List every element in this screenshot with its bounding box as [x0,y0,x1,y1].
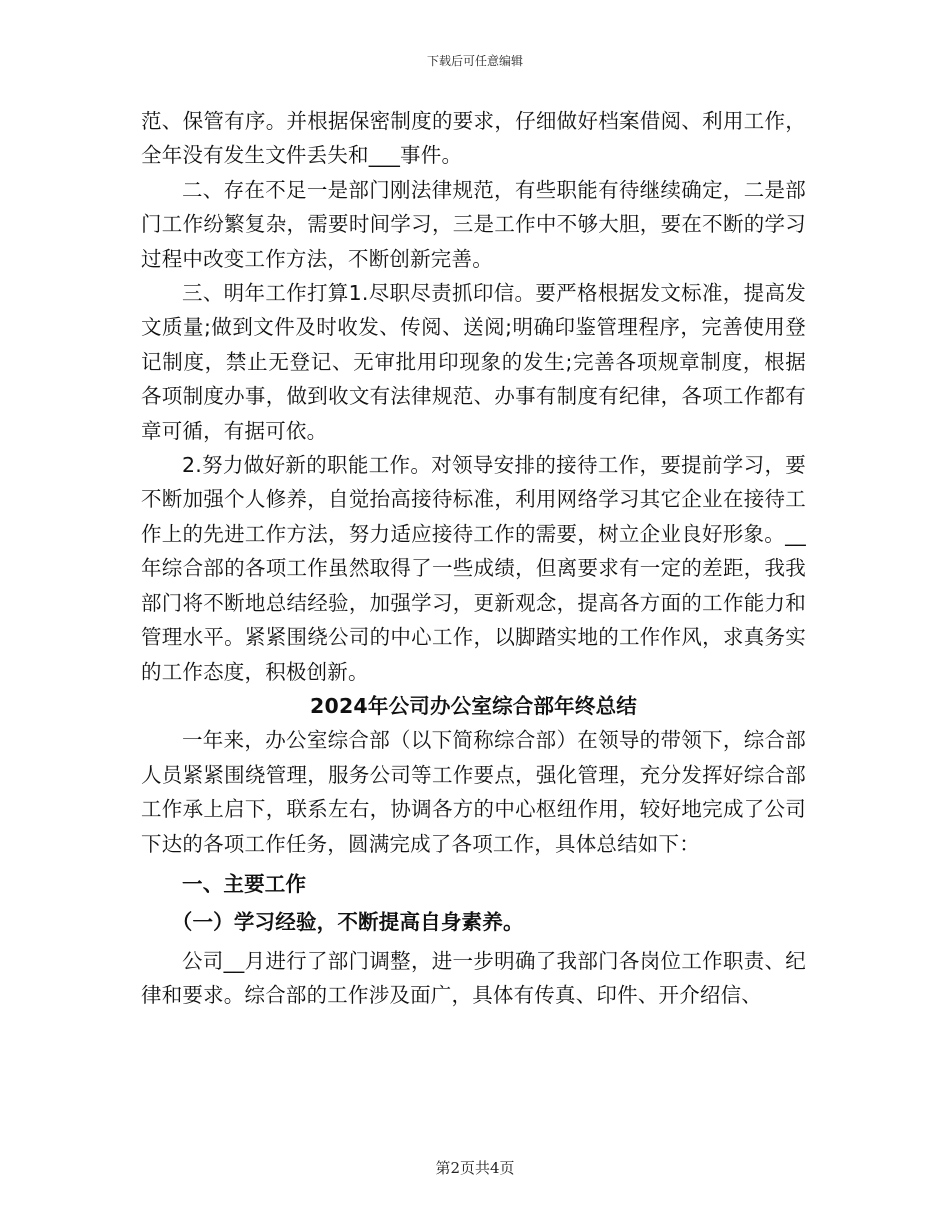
paragraph-shortcomings: 二、存在不足一是部门刚法律规范，有些职能有待继续确定，二是部门工作纷繁复杂，需要时间学习，三是工作中不够大胆，要在不断的学习过程中改变工作方法，不断创新完善。 [141,177,806,271]
document-title: 2024年公司办公室综合部年终总结 [310,693,637,718]
paragraph-next-year-plan: 三、明年工作打算1.尽职尽责抓印信。要严格根据发文标准，提高发文质量;做到文件及时收发、传阅、送阅;明确印鉴管理程序，完善使用登记制度，禁止无登记、无审批用印现象的发生;完善各项规章制度，根据各项制度办事，做到收文有法律规范、办事有制度有纪律，各项工作都有章可循，有据可依。 [141,281,806,443]
paragraph-intro: 一年来，办公室综合部（以下简称综合部）在领导的带领下，综合部人员紧紧围绕管理，服务公司等工作要点，强化管理，充分发挥好综合部工作承上启下，联系左右，协调各方的中心枢纽作用，较好地完成了公司下达的各项工作任务，圆满完成了各项工作，具体总结如下： [141,728,806,856]
subsection-heading-learning: （一）学习经验，不断提高自身素养。 [171,910,524,935]
paragraph-continuation: 范、保管有序。并根据保密制度的要求，仔细做好档案借阅、利用工作，全年没有发生文件丢失和___事件。 [141,109,806,168]
page-footer: 第2页共4页 [435,1159,515,1177]
section-heading-main-work: 一、主要工作 [182,871,307,896]
document-body [141,104,806,1013]
page-header: 下载后可任意编辑 [426,54,523,68]
paragraph-department-adjustment: 公司__月进行了部门调整，进一步明确了我部门各岗位工作职责、纪律和要求。综合部的工作涉及面广，具体有传真、印件、开介绍信、 [141,948,806,1008]
paragraph-new-functions: 2.努力做好新的职能工作。对领导安排的接待工作，要提前学习，要不断加强个人修养，自觉抬高接待标准，利用网络学习其它企业在接待工作上的先进工作方法，努力适应接待工作的需要，树立企业良好形象。__年综合部的各项工作虽然取得了一些成绩，但离要求有一定的差距，我我部门将不断地总结经验，加强学习，更新观念，提高各方面的工作能力和管理水平。紧紧围绕公司的中心工作，以脚踏实地的工作作风，求真务实的工作态度，积极创新。 [141,453,806,684]
